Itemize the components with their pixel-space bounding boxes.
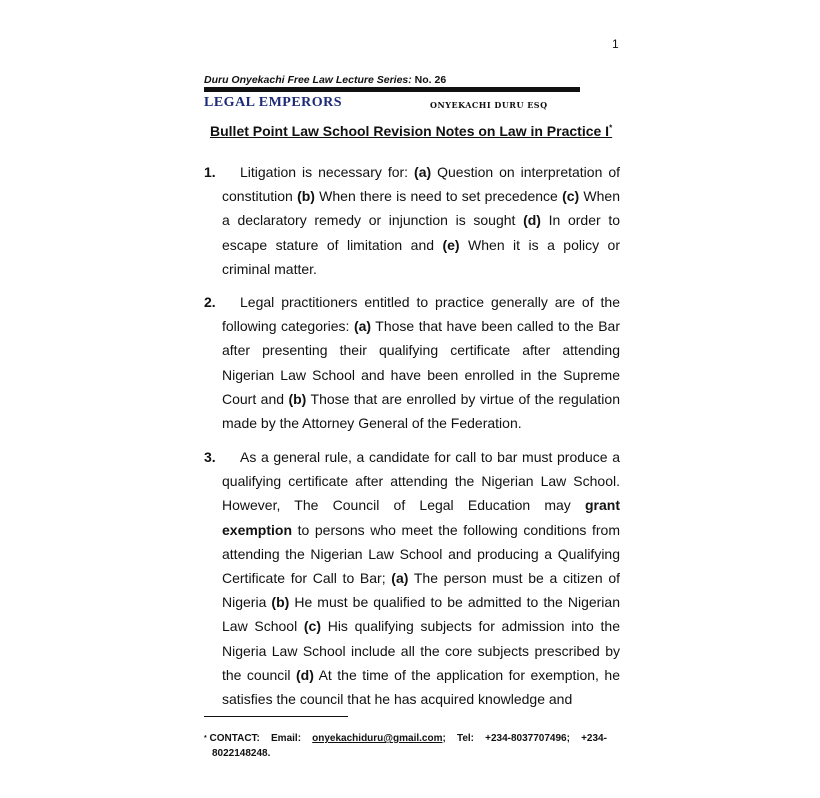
item-text: In order to escape stature of limitation and bbox=[222, 212, 620, 253]
item-emphasis: (c) bbox=[562, 188, 580, 205]
list-item bbox=[204, 445, 620, 711]
email-link[interactable]: onyekachiduru@gmail.com bbox=[312, 733, 443, 744]
brand-name: LEGAL EMPERORS bbox=[204, 95, 343, 110]
tel-number-2-start: +234- bbox=[581, 733, 607, 744]
document-title bbox=[210, 123, 612, 139]
item-body bbox=[222, 445, 620, 711]
email-label: Email: bbox=[271, 733, 302, 744]
item-number: 2. bbox=[204, 294, 216, 310]
header-rule bbox=[204, 87, 580, 92]
tel-number-2-end: 8022148248. bbox=[212, 748, 271, 759]
item-text: His qualifying subjects for admission into the Nigeria Law School include all the core subjects prescribed by the council bbox=[222, 618, 620, 683]
item-body bbox=[222, 160, 620, 281]
item-emphasis: (d) bbox=[523, 212, 541, 229]
item-text: He must be qualified to be admitted to the Nigerian Law School bbox=[222, 594, 620, 635]
item-text: When it is a policy or criminal matter. bbox=[222, 236, 620, 277]
item-emphasis: (b) bbox=[271, 594, 290, 611]
item-text: As a general rule, a candidate for call to bar must produce a qualifying certificate after attending the Nigerian Law School. However, The Council of Legal Education may bbox=[222, 449, 620, 514]
series-header bbox=[204, 74, 446, 86]
item-text: Litigation is necessary for: bbox=[240, 164, 415, 180]
item-text: At the time of the application for exemption, he satisfies the council that he has acquired knowledge and bbox=[222, 666, 620, 708]
tel-label: Tel: bbox=[456, 733, 474, 744]
item-text: Those that have been called to the Bar after presenting their qualifying certificate after attending Nigerian Law School and have been enrolled in the Supreme Court and bbox=[222, 318, 620, 407]
series-prefix: Duru Onyekachi Free Law Lecture Series: bbox=[204, 74, 412, 86]
title-text: Bullet Point Law School Revision Notes on Law in Practice I bbox=[210, 123, 610, 139]
author-name: ONYEKACHI DURU ESQ bbox=[430, 100, 548, 110]
footnote-mark: * bbox=[204, 735, 207, 742]
item-body bbox=[222, 290, 620, 435]
item-emphasis: grant exemption bbox=[222, 497, 620, 538]
item-emphasis: (a) bbox=[391, 570, 409, 587]
item-emphasis: (e) bbox=[442, 236, 460, 253]
item-emphasis: (a) bbox=[353, 318, 372, 335]
item-emphasis: (d) bbox=[296, 666, 314, 683]
item-text: Question on interpretation of constitution bbox=[222, 164, 620, 205]
item-number: 3. bbox=[204, 449, 216, 465]
item-text: The person must be a citizen of Nigeria bbox=[222, 570, 620, 611]
item-text: Legal practitioners entitled to practice generally are of the following categories: bbox=[222, 294, 620, 335]
item-number: 1. bbox=[204, 164, 216, 180]
item-emphasis: (c) bbox=[303, 618, 322, 635]
list-item bbox=[204, 290, 620, 435]
item-text: to persons who meet the following conditions from attending the Nigerian Law School and producing a Qualifying Certificate for Call to Bar; bbox=[222, 521, 620, 587]
item-emphasis: (a) bbox=[414, 164, 432, 180]
page-number: 1 bbox=[612, 37, 619, 51]
contact-label: CONTACT: bbox=[209, 733, 260, 744]
tel-number-1: +234-8037707496; bbox=[485, 733, 570, 744]
title-footnote-mark: * bbox=[609, 123, 613, 133]
series-number: No. 26 bbox=[414, 74, 447, 86]
item-text: When there is need to set precedence bbox=[314, 188, 563, 205]
list-item bbox=[204, 160, 620, 281]
footnote-rule bbox=[204, 716, 348, 717]
item-text: Those that are enrolled by virtue of the regulation made by the Attorney General of the Federation. bbox=[222, 390, 620, 432]
footnote: * CONTACT: Email: onyekachiduru@gmail.com; Tel: +234-8037707496; +234- 8022148248. bbox=[204, 733, 607, 759]
item-emphasis: (b) bbox=[297, 188, 315, 205]
item-emphasis: (b) bbox=[288, 390, 307, 407]
item-text: When a declaratory remedy or injunction is sought bbox=[222, 188, 620, 229]
